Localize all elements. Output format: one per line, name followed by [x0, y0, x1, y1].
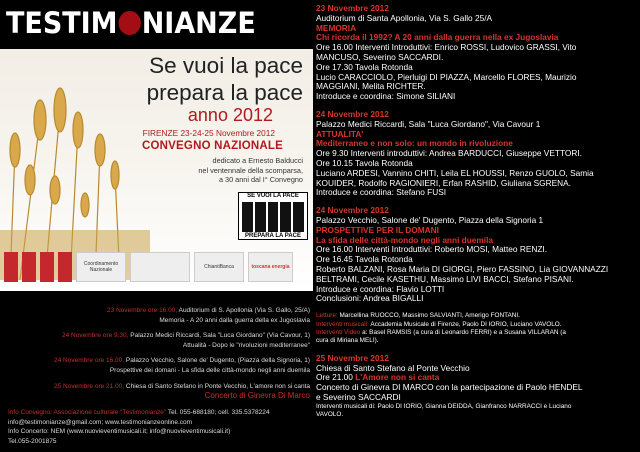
sponsor-logo: toscana energia	[248, 252, 293, 282]
summary-place: Auditorium di S. Apollonia (Via S. Gallo, 25/A)	[177, 307, 310, 314]
poster-city-dates: FIRENZE 23-24-25 Novembre 2012	[142, 128, 275, 138]
program-line: Introduce e coordina: Simone SILIANI	[316, 91, 456, 102]
program-place: Palazzo Medici Riccardi, Sala "Luca Giordano", Via Cavour 1	[316, 118, 541, 129]
info-tel: Tel. 055-688180; cell. 335.5378224	[166, 409, 270, 416]
program-line: Ore 17.30 Tavola Rotonda	[316, 61, 413, 72]
readings-block	[316, 312, 640, 346]
readings-value: a: Basel RAMSIS (a cura di Leonardo FERRI) e a Susana VILLARAN (a	[360, 328, 566, 336]
readings-letture	[316, 312, 640, 320]
sponsor-logo	[130, 252, 190, 282]
sponsor-logo	[40, 252, 54, 282]
program-day-2	[316, 110, 640, 198]
brand-title: TESTIM NIANZE	[6, 6, 256, 40]
summary-item	[4, 331, 310, 341]
contact-info	[8, 408, 308, 446]
program-date: 24 Novembre 2012	[316, 205, 389, 216]
program-day-3	[316, 206, 640, 304]
readings-video	[316, 329, 640, 337]
summary-topic: Prospettive dei domani - La sfida delle città-mondo negli anni duemila	[109, 366, 310, 374]
info-concert-tel: Tel.055-2001875	[8, 437, 57, 445]
program-column	[316, 0, 640, 452]
schedule-summary	[4, 306, 310, 401]
brand-banner	[0, 0, 313, 49]
logo-bottom-text: PREPARA LA PACE	[239, 233, 307, 239]
program-day-1	[316, 4, 640, 102]
logo-figures	[242, 202, 304, 232]
event-poster	[0, 0, 313, 291]
program-line: BELTRAMI, Cecile KASETHU, Massimo LIVI BACCI, Stefano PISANI.	[316, 273, 574, 284]
program-line: Ore 16.00 Interventi Introduttivi: Enrico ROSSI, Ludovico GRASSI, Vito	[316, 42, 577, 53]
program-line: Introduce e coordina: Stefano FUSI	[316, 187, 447, 198]
concert-block	[316, 354, 640, 420]
poster-convegno: CONVEGNO NAZIONALE	[142, 140, 283, 152]
program-place: Auditorium di Santa Apollonia, Via S. Gallo 25/A	[316, 12, 493, 23]
readings-label: Interventi musicali:	[316, 320, 369, 328]
program-line: Conclusioni: Andrea BIGALLI	[316, 293, 424, 304]
program-line: Roberto BALZANI, Rosa Maria DI GIORGI, Piero FASSINO, Lia GIOVANNAZZI	[316, 263, 609, 274]
summary-place: Palazzo Vecchio, Salone de' Dugento, (Piazza della Signoria, 1)	[124, 357, 310, 365]
summary-place: Palazzo Medici Riccardi, Sala "Luca Giordano" (Via Cavour, 1)	[128, 332, 310, 340]
logo-top-text: SE VUOI LA PACE	[239, 193, 307, 199]
info-concert-link[interactable]: Info Concerto: NEM (www.nuovieventimusicali.it; info@nuovieventimusicali.it)	[8, 428, 231, 435]
summary-place: Chiesa di Santo Stefano in Ponte Vecchio, L'amore non si canta	[124, 382, 310, 390]
program-line: Ore 16.00 Interventi Introduttivi: Roberto MOSI, Matteo RENZI.	[316, 244, 548, 255]
sponsor-logo	[22, 252, 36, 282]
program-section-title: PROSPETTIVE PER IL DOMANI	[316, 224, 439, 235]
program-section-title: MEMORIA	[316, 22, 357, 33]
readings-value: Accademia Musicale di Firenze, Paolo DI IORIO, Luciano VAVOLO.	[368, 320, 562, 328]
poster-title	[83, 52, 303, 106]
program-line: Ore 16.45 Tavola Rotonda	[316, 254, 413, 265]
concert-line: e Severino SACCARDI	[316, 391, 401, 402]
summary-item	[4, 356, 310, 366]
concert-date: 25 Novembre 2012	[316, 352, 389, 363]
program-section-title: ATTUALITA'	[316, 128, 364, 139]
concert-line: VAVOLO.	[316, 411, 344, 419]
sponsor-logo	[58, 252, 72, 282]
concert-line: Concerto di Ginevra DI MARCO con la partecipazione di Paolo HENDEL	[316, 382, 583, 393]
sponsor-strip	[0, 243, 313, 291]
poster-dedication	[143, 156, 303, 185]
sponsor-logo: Coordinamento Nazionale	[76, 252, 126, 282]
summary-date: 24 Novembre ore 16.00,	[54, 357, 125, 365]
poster-year: anno 2012	[187, 105, 273, 125]
title-line-1: Se vuoi la pace	[149, 53, 303, 78]
summary-topic: Memoria - A 20 anni dalla guerra della ex Jugoslavia	[159, 316, 310, 324]
program-line: MAGGIANI, Melita RICHTER.	[316, 81, 426, 92]
summary-date: 24 Novembre ore 9.30,	[61, 332, 129, 340]
program-place: Palazzo Vecchio, Salone de' Dugento, Piazza della Signoria 1	[316, 214, 544, 225]
program-line: MANCUSO, Severino SACCARDI.	[316, 51, 444, 62]
readings-value: Marcellina RUOCCO, Massimo SALVIANTI, Amerigo FONTANI.	[337, 312, 520, 320]
left-column	[0, 0, 313, 452]
dedication-line: a 30 anni dal I° Convegno	[218, 175, 303, 184]
dedication-line: dedicato a Ernesto Balducci	[212, 156, 303, 165]
program-line: KOUIDER, Rodolfo RAGIONIERI, Erfan RASHID, Giuliana SGRENA.	[316, 177, 571, 188]
summary-topic: Attualità - Dopo le "rivoluzioni mediterranee"	[182, 341, 310, 349]
concert-line: Interventi musicali di: Paolo DI IORIO, Gianna DEIDDA, Gianfranco NARRACCI e Luciano	[316, 402, 572, 410]
concert-title: L'Amore non si canta	[355, 372, 440, 383]
program-section-subtitle: La sfida delle città-mondo negli anni duemila	[316, 234, 494, 245]
program-section-subtitle: Chi ricorda il 1992? A 20 anni dalla guerra nella ex Jugoslavia	[316, 32, 559, 43]
readings-musicali	[316, 321, 640, 329]
summary-date: 23 Novembre ore 16.00,	[107, 307, 178, 314]
sponsor-logo: ChiantiBanca	[194, 252, 244, 282]
info-email-link[interactable]: info@testimonianze@gmail.com; www.testimonianzeonline.com	[8, 418, 193, 426]
program-section-subtitle: Mediterraneo e non solo: un mondo in rivoluzione	[316, 138, 513, 149]
sponsor-logo	[4, 252, 18, 282]
peace-dove-logo-icon	[118, 11, 140, 35]
concert-time: Ore 21.00	[316, 372, 356, 383]
summary-topic: Concerto di Ginevra Di Marco	[204, 391, 310, 401]
info-convegno	[8, 408, 308, 418]
concert-place: Chiesa di Santo Stefano al Ponte Vecchio	[316, 362, 470, 373]
dedication-line: nel ventennale della scomparsa,	[198, 165, 303, 175]
title-line-2: prepara la pace	[146, 80, 303, 105]
peace-logo	[238, 192, 308, 240]
summary-date: 25 Novembre ore 21.00,	[54, 382, 125, 390]
summary-item	[4, 306, 310, 316]
readings-label: Interventi Video	[316, 328, 361, 336]
program-line: Luciano ARDESI, Vannino CHITI, Leila EL HOUSSI, Renzo GUOLO, Samia	[316, 167, 594, 178]
program-line: Introduce e coordina: Flavio LOTTI	[316, 283, 445, 294]
program-line: Ore 9.30 Interventi introduttivi: Andrea BARDUCCI, Giuseppe VETTORI.	[316, 148, 582, 159]
program-line: Lucio CARACCIOLO, Pierluigi DI PIAZZA, Marcello FLORES, Maurizio	[316, 71, 577, 82]
summary-item	[4, 382, 310, 392]
info-label: Info Convegno: Associazione culturale "Testimonianze"	[8, 409, 167, 416]
readings-label: Letture:	[316, 312, 338, 320]
readings-value: cura di Miriana MELI).	[316, 337, 379, 345]
program-date: 23 Novembre 2012	[316, 3, 389, 13]
program-line: Ore 10.15 Tavola Rotonda	[316, 157, 413, 168]
program-date: 24 Novembre 2012	[316, 108, 389, 119]
